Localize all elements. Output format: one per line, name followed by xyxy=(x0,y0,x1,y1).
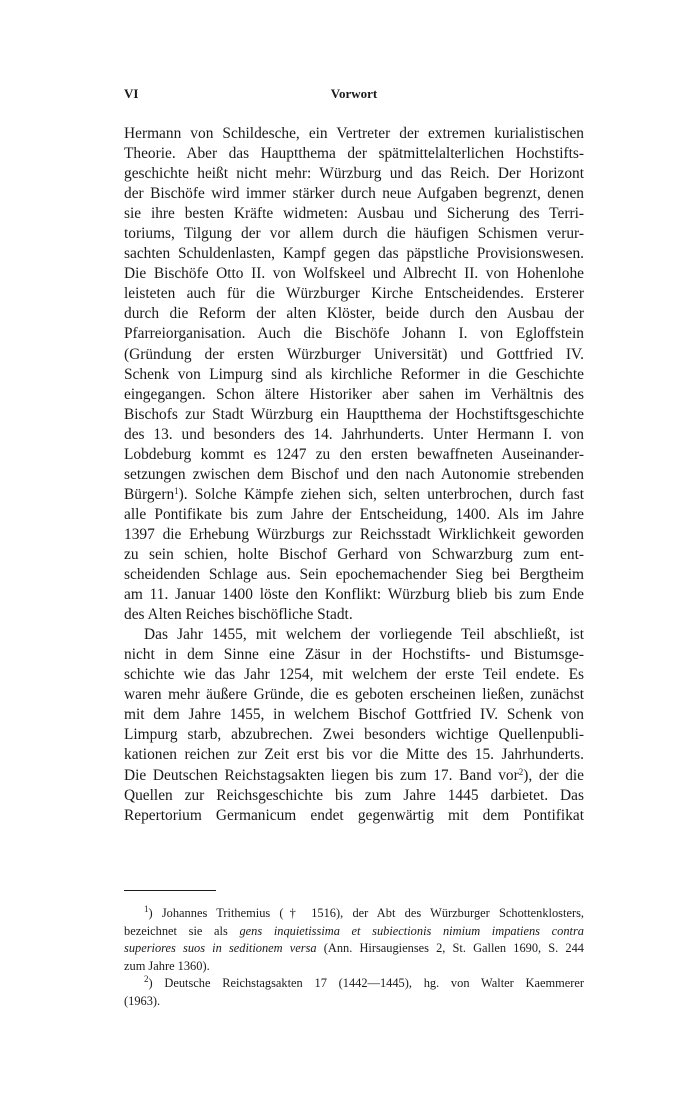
text-line: am 11. Januar 1400 löste den Konflikt: Würzburg blieb bis zum Ende xyxy=(124,586,584,604)
text-line: der Bischöfe wird immer stärker durch neue Aufgaben begrenzt, denen xyxy=(124,185,584,203)
main-text xyxy=(124,124,584,826)
text-line: Lobdeburg kommt es 1247 zu den ersten bewaffneten Auseinander- xyxy=(124,445,584,463)
text-line: (Gründung der ersten Würzburger Universität) und Gottfried IV. xyxy=(124,345,584,363)
text-line: sie ihre besten Kräfte widmeten: Ausbau und Sicherung des Terri- xyxy=(124,205,584,223)
text-line: scheidenden Schlage aus. Sein epochemachender Sieg bei Bergtheim xyxy=(124,566,584,584)
footnote-latin-quote-cont: superiores suos in seditionem versa xyxy=(124,941,317,956)
footnote-reference: 1 xyxy=(174,485,179,496)
text-line: Die Bischöfe Otto II. von Wolfskeel und Albrecht II. von Hohenlohe xyxy=(124,265,584,283)
text-line: Schenk von Limpurg sind als kirchliche Reformer in die Geschichte xyxy=(124,365,584,383)
text-line: Die Deutschen Reichstagsakten liegen bis zum 17. Band vor$^2$), der die xyxy=(124,766,585,784)
text-line: Quellen zur Reichsgeschichte bis zum Jahre 1445 darbietet. Das xyxy=(124,786,584,804)
text-line: des Alten Reiches bischöfliche Stadt. xyxy=(124,606,353,624)
text-line: toriums, Tilgung der vor allem durch die häufigen Schismen verur- xyxy=(124,225,584,243)
text-line: leisteten auch für die Würzburger Kirche Entscheidendes. Ersterer xyxy=(124,285,584,303)
text-line: Bürgern$^1$). Solche Kämpfe ziehen sich, selten unterbrochen, durch fast xyxy=(124,485,584,503)
footnotes xyxy=(124,905,584,1011)
footnote-2-line-1: $^2$) Deutsche Reichstagsakten 17 (1442—1445), hg. von Walter Kaemmerer xyxy=(144,974,584,991)
page-number: VI xyxy=(124,86,139,101)
footnote-divider xyxy=(124,890,216,891)
footnote-marker-2: 2 xyxy=(144,974,149,985)
text-line: Limpurg starb, abzubrechen. Zwei besonders wichtige Quellenpubli- xyxy=(124,726,584,744)
text-line: durch die Reform der alten Klöster, beide durch den Ausbau der xyxy=(124,305,584,323)
text-line: nicht in dem Sinne eine Zäsur in der Hochstifts- und Bistumsge- xyxy=(124,646,584,664)
text-line: eingegangen. Schon ältere Historiker aber sahen im Verhältnis des xyxy=(124,385,584,403)
text-line: Bischofs zur Stadt Würzburg ein Hauptthema der Hochstiftsgeschichte xyxy=(124,405,584,423)
footnote-1-line-2: bezeichnet sie als gens inquietissima et subiectionis nimium impatiens contra xyxy=(124,923,584,938)
footnote-1-line-4: zum Jahre 1360). xyxy=(124,958,210,973)
footnote-2-line-2: (1963). xyxy=(124,993,161,1008)
running-head xyxy=(124,86,584,106)
text-line: Repertorium Germanicum endet gegenwärtig mit dem Pontifikat xyxy=(124,806,584,824)
text-line: kationen reichen zur Zeit erst bis vor die Mitte des 15. Jahrhunderts. xyxy=(124,746,584,764)
text-line: sachten Schuldenlasten, Kampf gegen das päpstliche Provisionswesen. xyxy=(124,245,584,263)
footnote-1-line-1: $^1$) Johannes Trithemius († 1516), der Abt des Würzburger Schottenklosters, xyxy=(144,904,584,920)
text-line: 1397 die Erhebung Würzburgs zur Reichsstadt Wirklichkeit geworden xyxy=(124,525,584,543)
text-line: geschichte heißt nicht mehr: Würzburg und das Reich. Der Horizont xyxy=(124,165,584,183)
text-line: waren mehr äußere Gründe, die es geboten erscheinen ließen, zunächst xyxy=(124,686,584,704)
text-line: schichte wie das Jahr 1254, mit welchem der erste Teil endete. Es xyxy=(124,666,584,684)
footnote-1-line-3: superiores suos in seditionem versa (Ann. Hirsaugienses 2, St. Gallen 1690, S. 244 xyxy=(124,941,584,956)
text-line: Hermann von Schildesche, ein Vertreter der extremen kurialistischen xyxy=(124,125,584,142)
running-title: Vorwort xyxy=(330,86,378,101)
text-line: des 13. und besonders des 14. Jahrhunderts. Unter Hermann I. von xyxy=(124,425,584,443)
text-line: zu sein schien, holte Bischof Gerhard von Schwarzburg zum ent- xyxy=(124,545,584,563)
text-line: Das Jahr 1455, mit welchem der vorliegende Teil abschließt, ist xyxy=(144,626,584,644)
footnote-latin-quote: gens inquietissima et subiectionis nimium impatiens contra xyxy=(239,923,584,938)
text-line: setzungen zwischen dem Bischof und den nach Autonomie strebenden xyxy=(124,465,584,483)
footnote-reference: 2 xyxy=(518,766,524,777)
text-line: Pfarreiorganisation. Auch die Bischöfe Johann I. von Egloffstein xyxy=(124,325,584,343)
footnote-marker-1: 1 xyxy=(144,904,149,914)
text-line: Theorie. Aber das Hauptthema der spätmittelalterlichen Hochstifts- xyxy=(124,145,584,163)
text-line: mit dem Jahre 1455, in welchem Bischof Gottfried IV. Schenk von xyxy=(124,706,584,724)
text-line: alle Pontifikate bis zum Jahre der Entscheidung, 1400. Als im Jahre xyxy=(124,505,584,523)
